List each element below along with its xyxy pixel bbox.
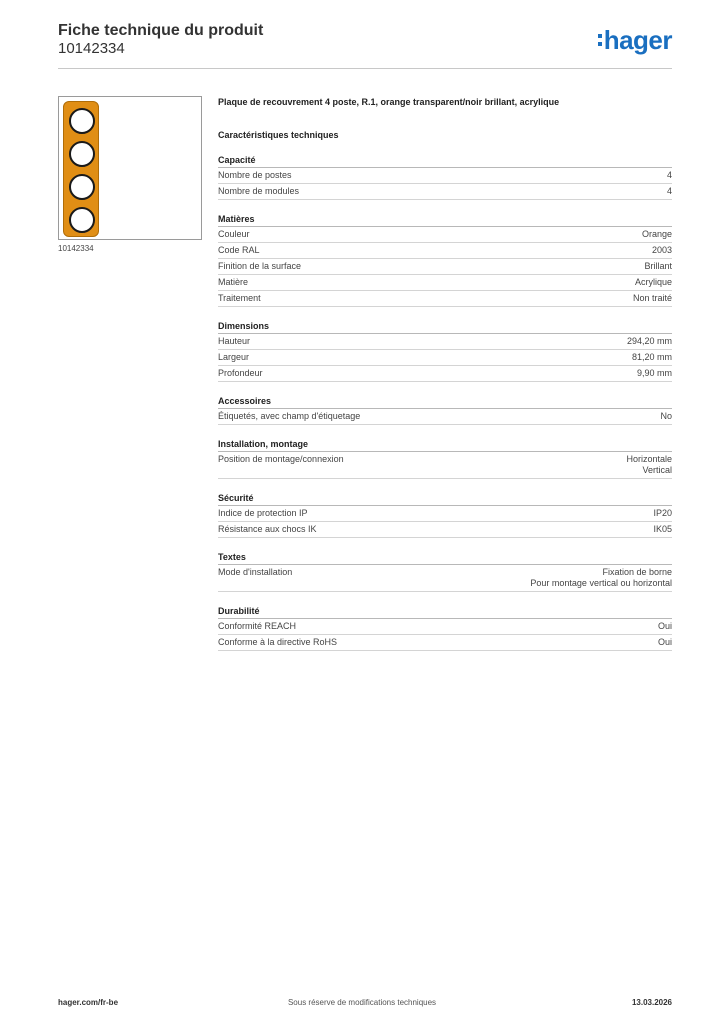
spec-label: Conforme à la directive RoHS	[218, 637, 338, 647]
spec-row	[218, 259, 672, 275]
spec-value	[653, 524, 672, 535]
spec-row	[218, 409, 672, 425]
spec-row	[218, 350, 672, 366]
spec-value	[658, 637, 672, 648]
spec-label: Finition de la surface	[218, 261, 302, 271]
spec-sections	[218, 154, 672, 651]
plate-opening	[69, 174, 95, 200]
spec-row	[218, 506, 672, 522]
spec-section	[218, 320, 672, 382]
spec-row	[218, 168, 672, 184]
spec-value	[633, 293, 672, 304]
spec-row	[218, 334, 672, 350]
spec-row	[218, 522, 672, 538]
section-title: Capacité	[218, 154, 672, 168]
footer-disclaimer: Sous réserve de modifications techniques	[287, 998, 437, 1007]
spec-label: Traitement	[218, 293, 261, 303]
spec-value	[653, 508, 672, 519]
spec-row	[218, 565, 672, 592]
section-title: Installation, montage	[218, 438, 672, 452]
spec-row	[218, 291, 672, 307]
spec-subheading: Caractéristiques techniques	[218, 130, 339, 140]
spec-value	[667, 170, 672, 181]
spec-value-line: Brillant	[644, 261, 672, 271]
spec-label: Résistance aux chocs IK	[218, 524, 317, 534]
spec-value-line: Vertical	[642, 465, 672, 475]
spec-value-line: IK05	[653, 524, 672, 534]
spec-value-line: No	[660, 411, 672, 421]
spec-section	[218, 492, 672, 538]
header-divider	[58, 68, 672, 69]
spec-label: Hauteur	[218, 336, 251, 346]
spec-label: Nombre de postes	[218, 170, 292, 180]
section-title: Matières	[218, 213, 672, 227]
spec-value-line: Oui	[657, 637, 672, 647]
spec-value	[632, 352, 672, 363]
image-caption: 10142334	[58, 244, 94, 253]
section-title: Accessoires	[218, 395, 672, 409]
spec-value-line: Fixation de borne	[602, 567, 672, 577]
spec-label: Profondeur	[218, 368, 263, 378]
spec-value-line: Acrylique	[634, 277, 672, 287]
spec-value	[637, 368, 672, 379]
spec-value-line: 2003	[651, 245, 672, 255]
spec-label: Mode d'installation	[218, 567, 293, 577]
spec-label: Nombre de modules	[218, 186, 300, 196]
page-title: Fiche technique du produit	[58, 22, 264, 39]
spec-value	[644, 261, 672, 272]
spec-value	[627, 336, 672, 347]
spec-section	[218, 154, 672, 200]
spec-value-line: Orange	[641, 229, 672, 239]
spec-value-line: 4	[666, 170, 672, 180]
plate-opening	[69, 207, 95, 233]
footer-date: 13.03.2026	[631, 998, 672, 1007]
spec-value-line: Pour montage vertical ou horizontal	[530, 578, 672, 588]
product-image	[58, 96, 202, 240]
plate-opening	[69, 141, 95, 167]
logo-dots-icon	[598, 34, 602, 46]
spec-label: Position de montage/connexion	[218, 454, 344, 464]
product-code: 10142334	[58, 40, 125, 57]
spec-row	[218, 635, 672, 651]
spec-section	[218, 213, 672, 307]
spec-value-line: 4	[666, 186, 672, 196]
section-title: Dimensions	[218, 320, 672, 334]
spec-value	[658, 621, 672, 632]
spec-label: Étiquetés, avec champ d'étiquetage	[218, 411, 361, 421]
spec-value-line: 294,20 mm	[626, 336, 672, 346]
spec-row	[218, 243, 672, 259]
spec-row	[218, 275, 672, 291]
spec-label: Matière	[218, 277, 249, 287]
section-title: Sécurité	[218, 492, 672, 506]
spec-section	[218, 551, 672, 592]
spec-value-line: Horizontale	[626, 454, 672, 464]
spec-row	[218, 619, 672, 635]
spec-section	[218, 605, 672, 651]
spec-label: Conformité REACH	[218, 621, 297, 631]
spec-value	[660, 411, 672, 422]
spec-section	[218, 395, 672, 425]
spec-value-line: 9,90 mm	[636, 368, 672, 378]
spec-label: Largeur	[218, 352, 250, 362]
footer-website[interactable]: hager.com/fr-be	[58, 998, 119, 1007]
section-title: Durabilité	[218, 605, 672, 619]
product-description: Plaque de recouvrement 4 poste, R.1, orange transparent/noir brillant, acrylique	[218, 97, 560, 107]
spec-content	[218, 95, 672, 651]
spec-value	[530, 567, 672, 589]
hager-logo[interactable]	[598, 26, 672, 60]
spec-label: Code RAL	[218, 245, 260, 255]
spec-value-line: Non traité	[632, 293, 672, 303]
spec-row	[218, 184, 672, 200]
spec-value-line: IP20	[653, 508, 672, 518]
cover-plate-shape	[63, 101, 99, 237]
spec-value	[635, 277, 672, 288]
spec-row	[218, 366, 672, 382]
logo-text: hager	[603, 25, 672, 55]
spec-row	[218, 452, 672, 479]
spec-value	[652, 245, 672, 256]
plate-opening	[69, 108, 95, 134]
spec-value-line: Oui	[657, 621, 672, 631]
spec-value	[667, 186, 672, 197]
spec-label: Indice de protection IP	[218, 508, 308, 518]
spec-value	[642, 229, 672, 240]
spec-value	[626, 454, 672, 476]
spec-row	[218, 227, 672, 243]
section-title: Textes	[218, 551, 672, 565]
spec-label: Couleur	[218, 229, 250, 239]
spec-value-line: 81,20 mm	[631, 352, 672, 362]
spec-section	[218, 438, 672, 479]
